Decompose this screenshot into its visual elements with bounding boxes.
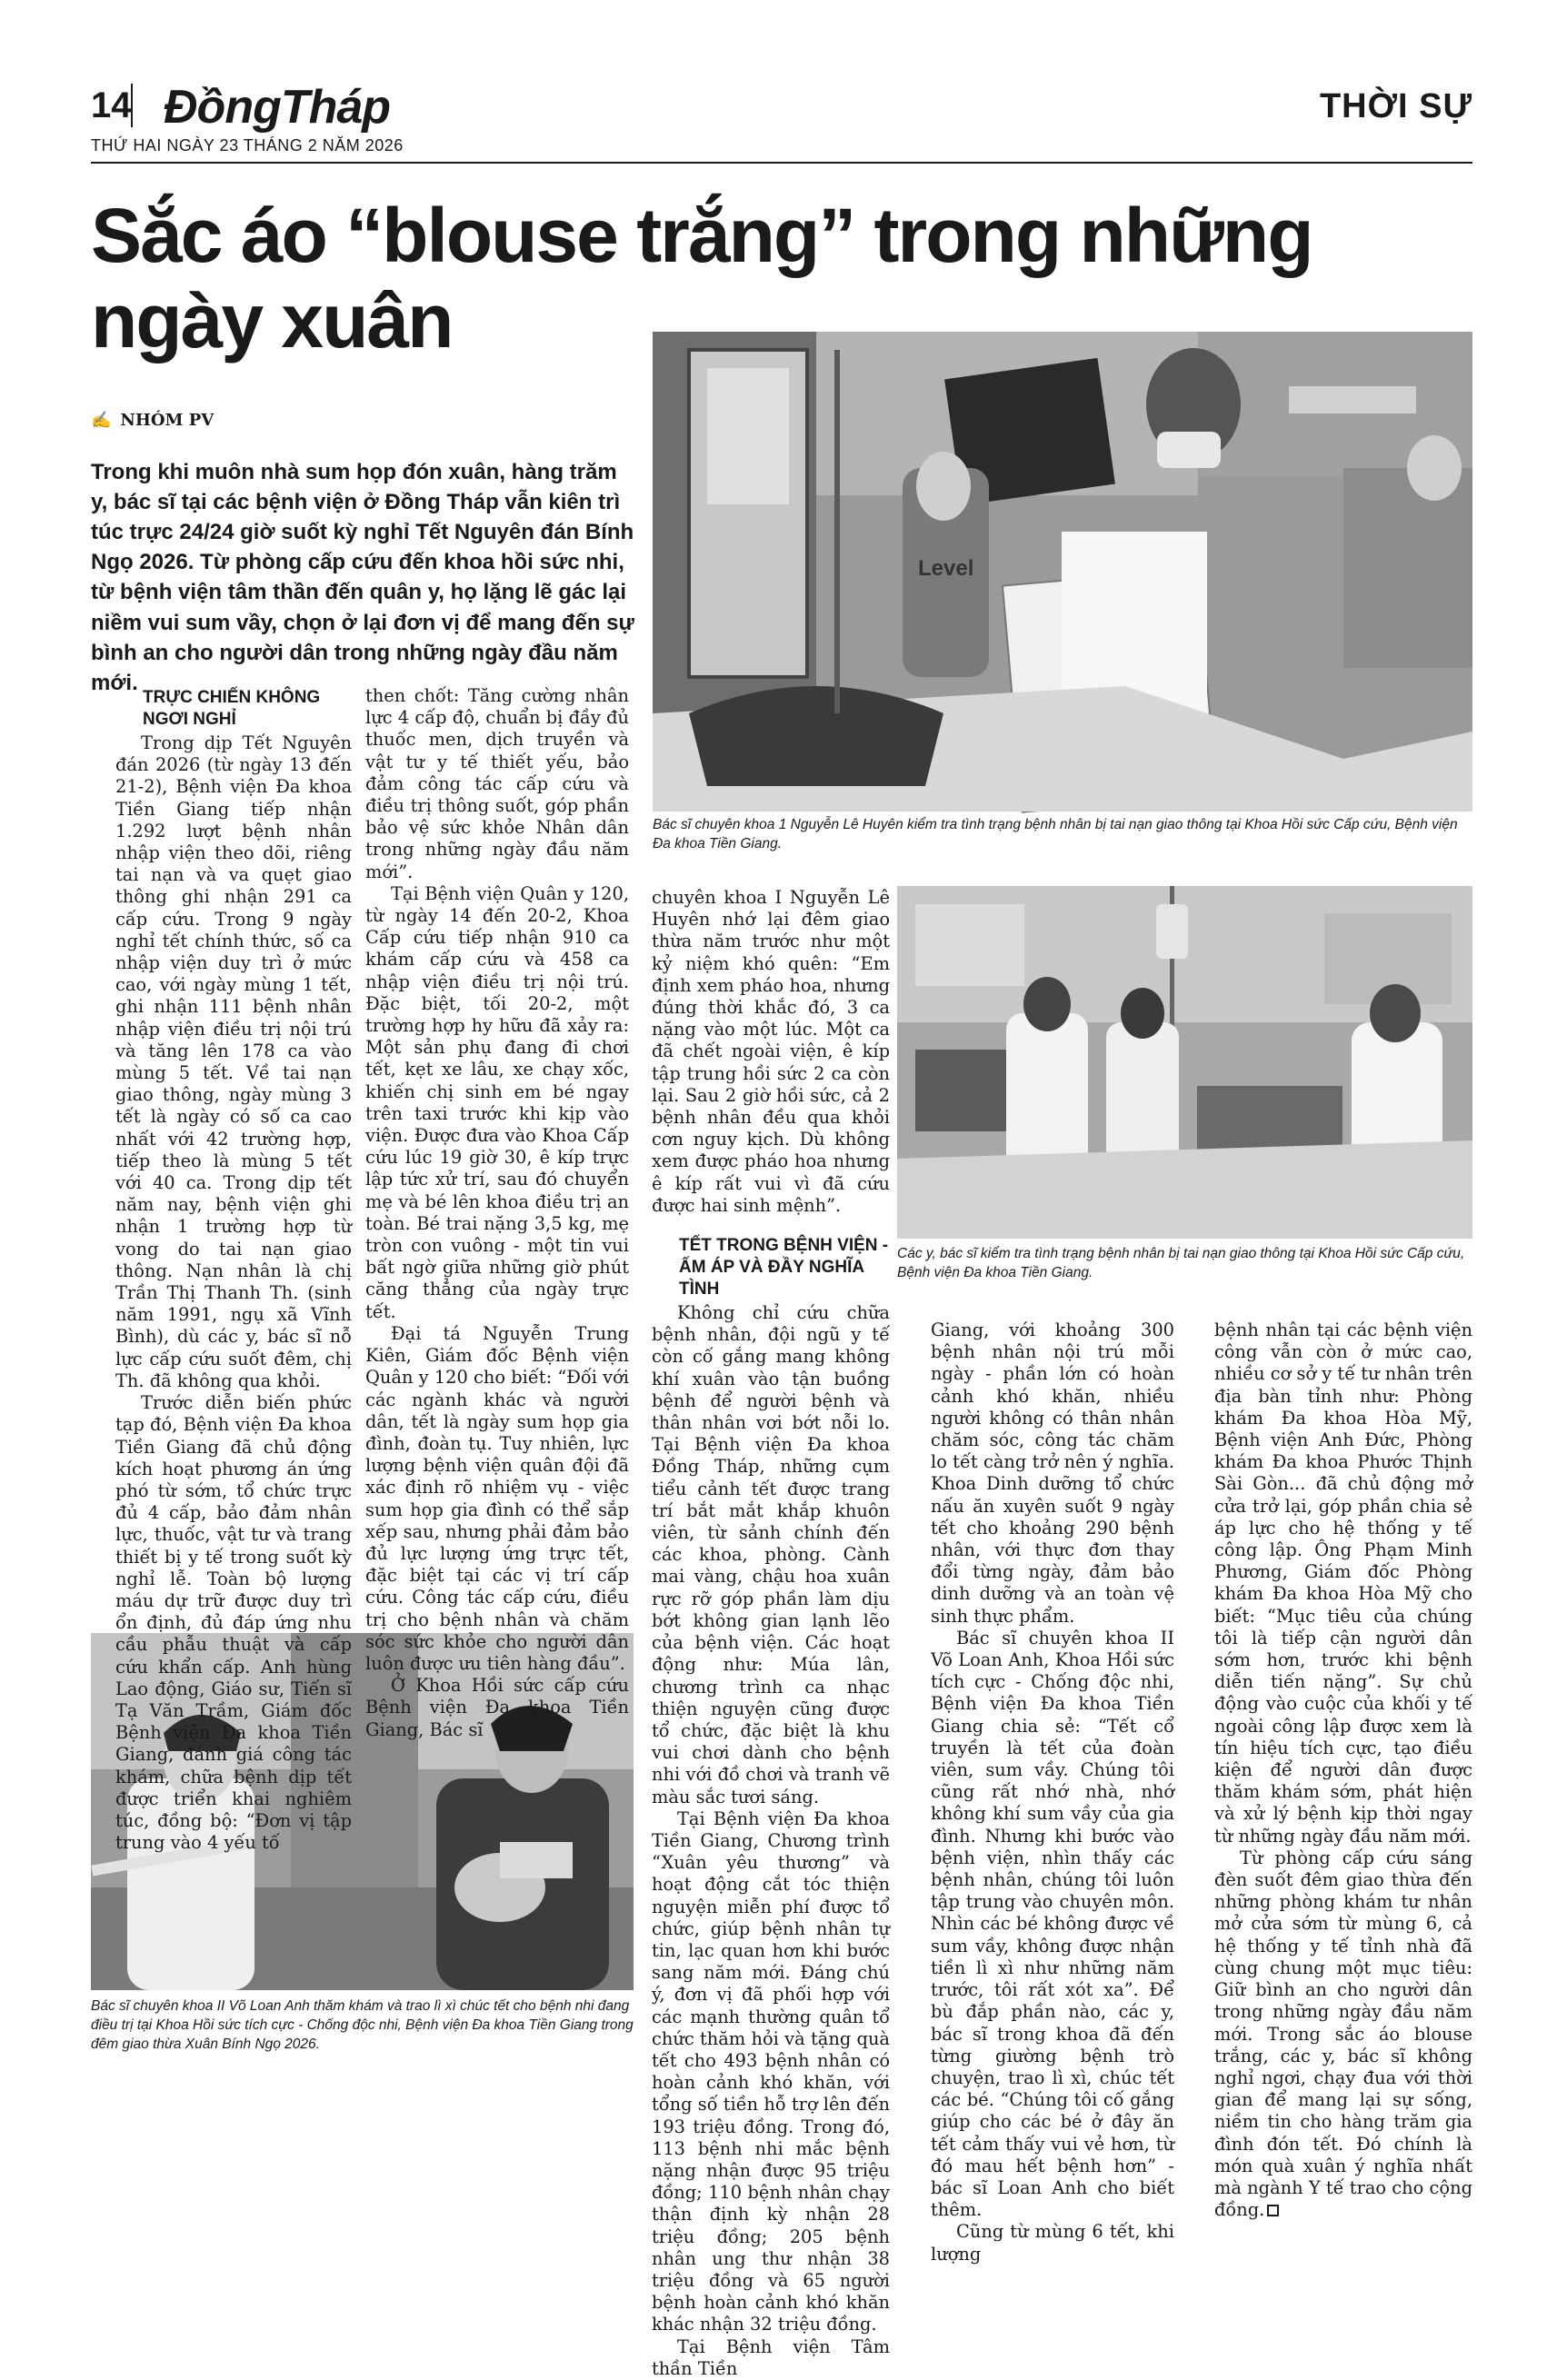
page-number: 14: [91, 85, 132, 125]
paragraph: Bác sĩ chuyên khoa II Võ Loan Anh, Khoa Hồi sức tích cực - Chống độc nhi, Bệnh viện Đa khoa Tiền Giang chia sẻ: “Tết cổ truyền là tết của đoàn viên, sum vầy. Chúng tôi cũng rất nhớ nhà, nhớ không khí sum vầy của gia đình. Nhưng khi bước vào bệnh viện, nhìn thấy các bệnh nhân, chúng tôi luôn tập trung vào chuyên môn. Nhìn các bé không được về sum vầy, không được nhận tiền lì xì như những năm trước, tôi rất xót xa”. Để bù đắp phần nào, các y, bác sĩ trong khoa đã đến từng giường bệnh trò chuyện, trao lì xì, chúc tết các bé. “Chúng tôi cố gắng giúp cho các bé ở đây ăn tết cảm thấy vui vẻ hơn, từ đó mau hết bệnh hơn” - bác sĩ Loan Anh cho biết thêm.: [931, 1627, 1174, 2221]
article-column-5: [1214, 1319, 1472, 2221]
paragraph: Giang, với khoảng 300 bệnh nhân nội trú mỗi ngày - phần lớn có hoàn cảnh khó khăn, nhiều người không có thân nhân chăm sóc, công tác chăm lo tết càng trở nên ý nghĩa. Khoa Dinh dưỡng tổ chức nấu ăn xuyên suốt 9 ngày tết cho khoảng 290 bệnh nhân, với thực đơn thay đổi từng ngày, đảm bảo dinh dưỡng và an toàn vệ sinh thực phẩm.: [931, 1319, 1174, 1627]
article-headline: Sắc áo “blouse trắng” trong những ngày xuân: [91, 193, 1312, 364]
photo-doctor-xray: [653, 332, 1472, 812]
closing-paragraph-text: Từ phòng cấp cứu sáng đèn suốt đêm giao thừa đến những phòng khám tư nhân mở cửa sớm từ mùng 6, cả hệ thống y tế tỉnh nhà đã cùng chung một mục tiêu: Giữ bình an cho người dân trong những ngày đầu năm mới. Trong sắc áo blouse trắng, các y, bác sĩ không nghỉ ngơi, chạy đua với thời gian để mang lại sự sống, niềm tin cho hàng trăm gia đình đón tết. Đó chính là món quà xuân ý nghĩa nhất mà ngành Y tế trao cho cộng đồng.: [1214, 1847, 1472, 2221]
paragraph: bệnh nhân tại các bệnh viện công vẫn còn ở mức cao, nhiều cơ sở y tế tư nhân trên địa bàn tỉnh như: Phòng khám Đa khoa Hòa Mỹ, Bệnh viện Anh Đức, Phòng khám Đa khoa Phước Thịnh Sài Gòn... đã chủ động mở cửa trở lại, góp phần chia sẻ áp lực cho hệ thống y tế công lập. Ông Phạm Minh Phương, Giám đốc Phòng khám Đa khoa Hòa Mỹ cho biết: “Mục tiêu của chúng tôi là tiếp cận người dân sớm hơn, trước khi bệnh diễn tiến nặng”. Sự chủ động vào cuộc của khối y tế ngoài công lập được xem là tín hiệu tích cực, tạo điều kiện để người dân được thăm khám sớm, phát hiện và xử lý bệnh kịp thời ngay từ những ngày đầu năm mới.: [1214, 1319, 1472, 1847]
byline: [91, 411, 214, 430]
dateline: THỨ HAI NGÀY 23 THÁNG 2 NĂM 2026: [91, 136, 404, 154]
paragraph: Cũng từ mùng 6 tết, khi lượng: [931, 2221, 1174, 2265]
paragraph: Tại Bệnh viện Đa khoa Tiền Giang, Chương trình “Xuân yêu thương” và hoạt động cắt tóc thiện nguyện miễn phí được tổ chức, giúp bệnh nhân tự tin, lạc quan hơn khi bước sang năm mới. Đáng chú ý, đơn vị đã phối hợp với các mạnh thường quân tổ chức thăm hỏi và tặng quà tết cho 493 bệnh nhân có hoàn cảnh khó khăn, với tổng số tiền hỗ trợ lên đến 193 triệu đồng. Trong đó, 113 bệnh nhi mắc bệnh nặng nhận được 95 triệu đồng; 110 bệnh nhân chạy thận định kỳ nhận 28 triệu đồng; 205 bệnh nhân ung thư nhận 38 triệu đồng và 65 người bệnh hoàn cảnh khó khăn khác nhận 32 triệu đồng.: [652, 1807, 890, 2335]
paragraph: then chốt: Tăng cường nhân lực 4 cấp độ, chuẩn bị đầy đủ thuốc men, dịch truyền và vật tư y tế thiết yếu, bảo đảm công tác cấp cứu và điều trị thông suốt, góp phần bảo vệ sức khỏe Nhân dân trong những ngày đầu năm mới”.: [365, 685, 629, 882]
paragraph: Tại Bệnh viện Quân y 120, từ ngày 14 đến 20-2, Khoa Cấp cứu tiếp nhận 910 ca khám cấp cứu và 458 ca nhập viện điều trị nội trú. Đặc biệt, tối 20-2, một trường hợp hy hữu đã xảy ra: Một sản phụ đang đi chơi tết, kẹt xe lâu, xe chạy xốc, khiến chị sinh em bé ngay trên taxi trước khi kịp vào viện. Được đưa vào Khoa Cấp cứu lúc 19 giờ 30, ê kíp trực lập tức xử trí, sau đó chuyển mẹ và bé lên khoa điều trị an toàn. Bé trai nặng 3,5 kg, mẹ tròn con vuông - một tin vui bất ngờ giữa những giờ phút căng thẳng của ngày trực tết.: [365, 882, 629, 1322]
article-column-4: [931, 1319, 1174, 2265]
paragraph: Trước diễn biến phức tạp đó, Bệnh viện Đa khoa Tiền Giang đã chủ động kích hoạt phương án ứng phó từ sớm, tổ chức trực đủ 4 cấp, bảo đảm nhân lực, thuốc, vật tư và trang thiết bị y tế trong suốt kỳ nghỉ lễ. Toàn bộ lượng máu dự trữ được duy trì ổn định, đủ đáp ứng nhu cầu phẫu thuật và cấp cứu khẩn cấp. Anh hùng Lao động, Giáo sư, Tiến sĩ Tạ Văn Trầm, Giám đốc Bệnh viện Đa khoa Tiền Giang, đánh giá công tác khám, chữa bệnh dịp tết được triển khai nghiêm túc, đồng bộ: “Đơn vị tập trung vào 4 yếu tố: [115, 1392, 352, 1854]
photo-doctors-ward: [897, 886, 1472, 1239]
shirt-print-text: Level: [918, 556, 974, 581]
pen-icon: ✍: [91, 411, 112, 430]
page-number-divider: [131, 84, 133, 127]
paragraph: Đại tá Nguyễn Trung Kiên, Giám đốc Bệnh viện Quân y 120 cho biết: “Đối với các ngành khác và người dân, tết là ngày sum họp gia đình, đoàn tụ. Tuy nhiên, lực lượng bệnh viện quân đội đã xác định rõ nhiệm vụ - việc sum họp gia đình có thể sắp xếp sau, nhưng phải đảm bảo đủ lực lượng ứng trực tết, đặc biệt tại các vị trí cấp cứu. Công tác cấp cứu, điều trị cho bệnh nhân và chăm sóc sức khỏe cho người dân luôn được ưu tiên hàng đầu”.: [365, 1322, 629, 1674]
byline-author: NHÓM PV: [120, 411, 215, 430]
photo2-caption: Các y, bác sĩ kiểm tra tình trạng bệnh nhân bị tai nạn giao thông tại Khoa Hồi sức Cấp cứu, Bệnh viện Đa khoa Tiền Giang.: [897, 1246, 1465, 1280]
subheading-1: TRỰC CHIẾN KHÔNG NGƠI NGHỈ: [143, 688, 321, 729]
header-divider: [91, 162, 1472, 164]
photo3-caption: Bác sĩ chuyên khoa II Võ Loan Anh thăm khám và trao lì xì chúc tết cho bệnh nhi đang điều trị tại Khoa Hồi sức tích cực - Chống độc nhi, Bệnh viện Đa khoa Tiền Giang trong đêm giao thừa Xuân Bính Ngọ 2026.: [91, 1998, 634, 2052]
article-column-3: [652, 887, 890, 2380]
section-title: THỜI SỰ: [1319, 87, 1472, 125]
end-mark-icon: [1267, 2205, 1279, 2216]
paragraph: chuyên khoa I Nguyễn Lê Huyên nhớ lại đêm giao thừa năm trước như một kỷ niệm khó quên: “Em định xem pháo hoa, nhưng đúng thời khắc đó, 3 ca nặng vào một lúc. Một ca đã chết ngoài viện, ê kíp tập trung hồi sức 2 ca còn lại. Sau 2 giờ hồi sức, cả 2 bệnh nhân đều qua khỏi cơn nguy kịch. Dù không xem được pháo hoa nhưng ê kíp rất vui vì đã cứu được hai sinh mệnh”.: [652, 887, 890, 1216]
photo1-caption: Bác sĩ chuyên khoa 1 Nguyễn Lê Huyên kiểm tra tình trạng bệnh nhân bị tai nạn giao thông tại Khoa Hồi sức Cấp cứu, Bệnh viện Đa khoa Tiền Giang.: [653, 817, 1458, 851]
page-header: [91, 80, 1472, 153]
article-column-2: [365, 685, 629, 1741]
masthead-logo: ĐồngTháp: [164, 81, 391, 134]
article-lead: Trong khi muôn nhà sum họp đón xuân, hàng trăm y, bác sĩ tại các bệnh viện ở Đồng Tháp vẫn kiên trì túc trực 24/24 giờ suốt kỳ nghỉ Tết Nguyên đán Bính Ngọ 2026. Từ phòng cấp cứu đến khoa hồi sức nhi, từ bệnh viện tâm thần đến quân y, họ lặng lẽ gác lại niềm vui sum vầy, chọn ở lại đơn vị để mang đến sự bình an cho người dân trong những ngày đầu năm mới.: [91, 460, 634, 695]
paragraph: Trong dịp Tết Nguyên đán 2026 (từ ngày 13 đến 21-2), Bệnh viện Đa khoa Tiền Giang tiếp nhận 1.292 lượt bệnh nhân nhập viện theo dõi, riêng tai nạn và va quẹt giao thông ghi nhận 291 ca cấp cứu. Trong 9 ngày nghỉ tết chính thức, số ca nhập viện duy trì ở mức cao, với ngày mùng 1 tết, ghi nhận 111 bệnh nhân nhập viện điều trị nội trú và tăng lên 178 ca vào mùng 5 tết. Về tai nạn giao thông, ngày mùng 3 tết là ngày có số ca cao nhất với 42 trường hợp, tiếp theo là mùng 5 tết với 40 ca. Trong dịp tết năm nay, bệnh viện ghi nhận 1 trường hợp từ vong do tai nạn giao thông. Nạn nhân là chị Trần Thị Thanh Th. (sinh năm 1991, ngụ xã Vĩnh Bình), dù các y, bác sĩ nỗ lực cấp cứu suốt đêm, chị Th. đã không qua khỏi.: [115, 732, 352, 1391]
paragraph: Ở Khoa Hồi sức cấp cứu Bệnh viện Đa khoa Tiền Giang, Bác sĩ: [365, 1675, 629, 1740]
article-column-1: [115, 685, 352, 1854]
paragraph: Không chỉ cứu chữa bệnh nhân, đội ngũ y tế còn cố gắng mang không khí xuân vào tận buồng bệnh để người bệnh và thân nhân vơi bớt nỗi lo. Tại Bệnh viện Đa khoa Đồng Tháp, những cụm tiểu cảnh tết được trang trí bắt mắt khắp khuôn viên, từ sảnh chính đến các khoa, phòng. Cành mai vàng, chậu hoa xuân rực rỡ góp phần làm dịu bớt không gian lạnh lẽo của bệnh viện. Các hoạt động như: Múa lân, chương trình ca nhạc thiện nguyện cũng được tổ chức, đặc biệt là khu vui chơi dành cho bệnh nhi với đồ chơi và tranh vẽ màu sắc tươi sáng.: [652, 1302, 890, 1807]
subheading-2: TẾT TRONG BỆNH VIỆN - ẤM ÁP VÀ ĐẦY NGHĨA TÌNH: [679, 1236, 889, 1300]
paragraph: Tại Bệnh viện Tâm thần Tiền: [652, 2335, 890, 2379]
paragraph: [1214, 1847, 1472, 2221]
